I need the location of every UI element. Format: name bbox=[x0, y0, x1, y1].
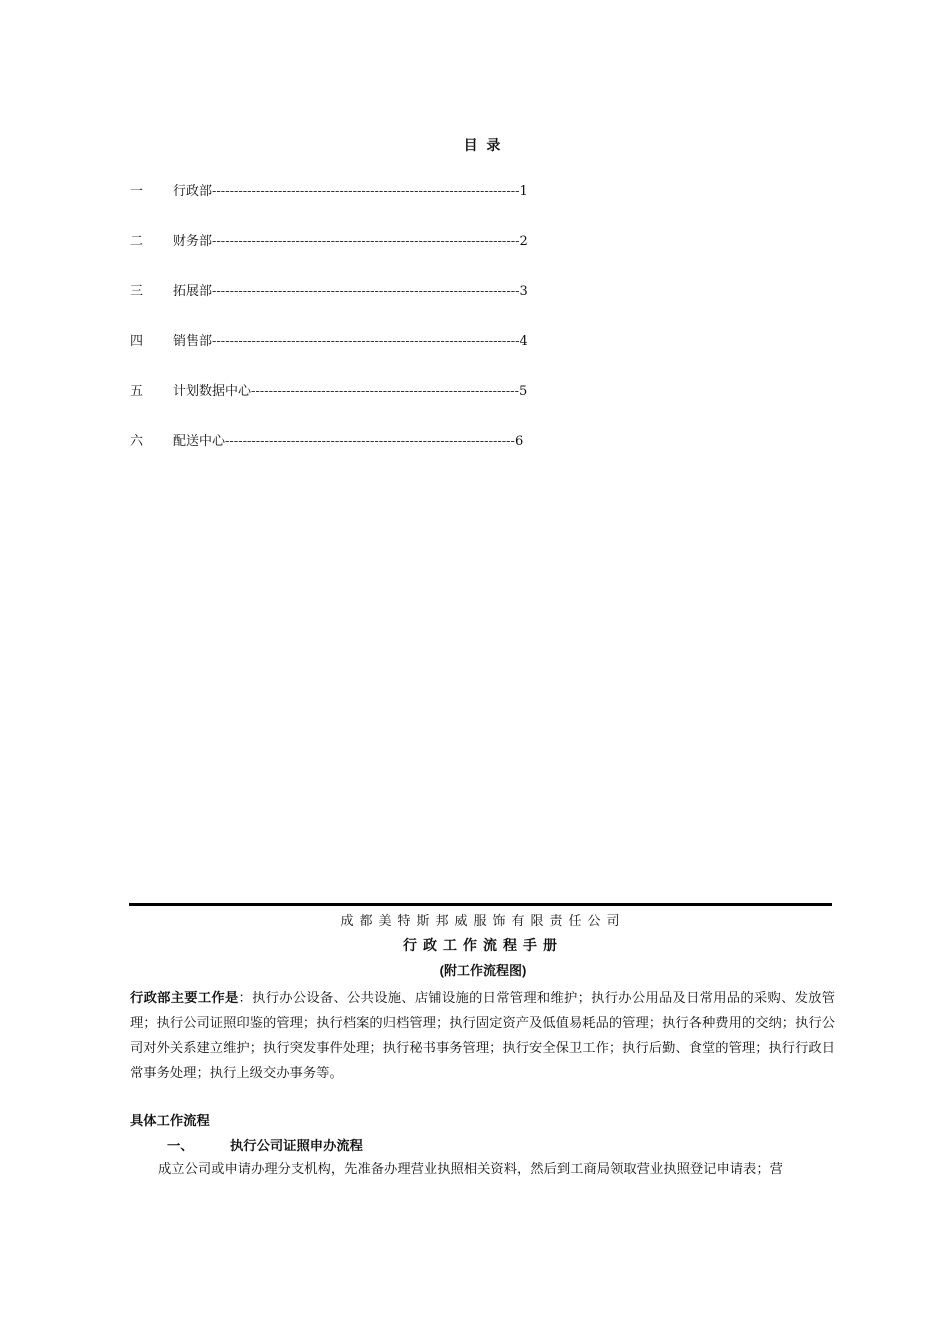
toc-item-label: 行政部 bbox=[173, 184, 213, 199]
section-heading: 具体工作流程 bbox=[130, 1113, 210, 1128]
manual-subtitle: (附工作流程图) bbox=[439, 963, 527, 978]
toc-item-number: 六 bbox=[130, 434, 144, 449]
toc-item-label: 拓展部 bbox=[173, 284, 213, 299]
manual-title: 行政工作流程手册 bbox=[403, 938, 563, 954]
toc-item[interactable] bbox=[130, 232, 560, 252]
toc-item-entry bbox=[173, 382, 550, 402]
toc-item-entry bbox=[173, 332, 550, 352]
toc-item-page: 1 bbox=[519, 184, 528, 199]
toc-item-page: 4 bbox=[519, 334, 528, 349]
toc-item-page: 3 bbox=[519, 284, 528, 299]
step-title: 执行公司证照申办流程 bbox=[230, 1138, 363, 1153]
step-body-text: 成立公司或申请办理分支机构，先准备办理营业执照相关资料，然后到工商局领取营业执照登记申请表；营 bbox=[158, 1162, 783, 1177]
step-number: 一、 bbox=[167, 1138, 194, 1153]
toc-item-entry bbox=[173, 232, 550, 252]
toc-leader-dots: ---------------------------------------------------------------------- bbox=[212, 334, 520, 349]
toc-item[interactable] bbox=[130, 332, 560, 352]
toc-leader-dots: ------------------------------------------------------------------ bbox=[225, 434, 515, 449]
toc-item-label: 销售部 bbox=[173, 334, 213, 349]
toc-item-number: 三 bbox=[130, 284, 144, 299]
toc-item[interactable] bbox=[130, 282, 560, 302]
intro-colon: ： bbox=[238, 991, 253, 1006]
toc-item-entry bbox=[173, 282, 550, 302]
step-heading bbox=[167, 1135, 363, 1154]
toc-item-number: 二 bbox=[130, 234, 144, 249]
toc-item-entry bbox=[173, 432, 550, 452]
toc-item-number: 四 bbox=[130, 334, 144, 349]
toc-leader-dots: ---------------------------------------------------------------------- bbox=[212, 284, 520, 299]
toc-item-label: 计划数据中心 bbox=[173, 384, 252, 399]
toc-item-label: 配送中心 bbox=[173, 434, 226, 449]
toc-item[interactable] bbox=[130, 182, 560, 202]
toc-item-entry bbox=[173, 182, 550, 202]
toc-item-page: 6 bbox=[514, 434, 524, 449]
toc-leader-dots: ---------------------------------------------------------------------- bbox=[212, 184, 520, 199]
toc-item[interactable] bbox=[130, 382, 560, 402]
intro-text: 执行办公设备、公共设施、店铺设施的日常管理和维护；执行办公用品及日常用品的采购、发放管理；执行公司证照印鉴的管理；执行档案的归档管理；执行固定资产及低值易耗品的管理；执行各种费用的交纳；执行公司对外关系建立维护；执行突发事件处理；执行秘书事务管理；执行安全保卫工作；执行后勤、食堂的管理；执行行政日常事务处理；执行上级交办事务等。 bbox=[130, 991, 836, 1081]
toc-title: 目 录 bbox=[463, 138, 503, 154]
toc-item-number: 一 bbox=[130, 184, 144, 199]
company-name: 成都美特斯邦威服饰有限责任公司 bbox=[340, 914, 626, 929]
toc-item-page: 2 bbox=[519, 234, 528, 249]
toc-item-page: 5 bbox=[518, 384, 528, 399]
toc-item-number: 五 bbox=[130, 384, 144, 399]
toc-leader-dots: ---------------------------------------------------------------------- bbox=[212, 234, 520, 249]
intro-lead: 行政部主要工作是 bbox=[130, 990, 239, 1005]
toc-item-label: 财务部 bbox=[173, 234, 213, 249]
intro-paragraph bbox=[130, 985, 835, 1086]
toc-leader-dots: ------------------------------------------------------------- bbox=[251, 384, 519, 399]
toc-item[interactable] bbox=[130, 432, 560, 452]
header-divider bbox=[129, 903, 832, 906]
